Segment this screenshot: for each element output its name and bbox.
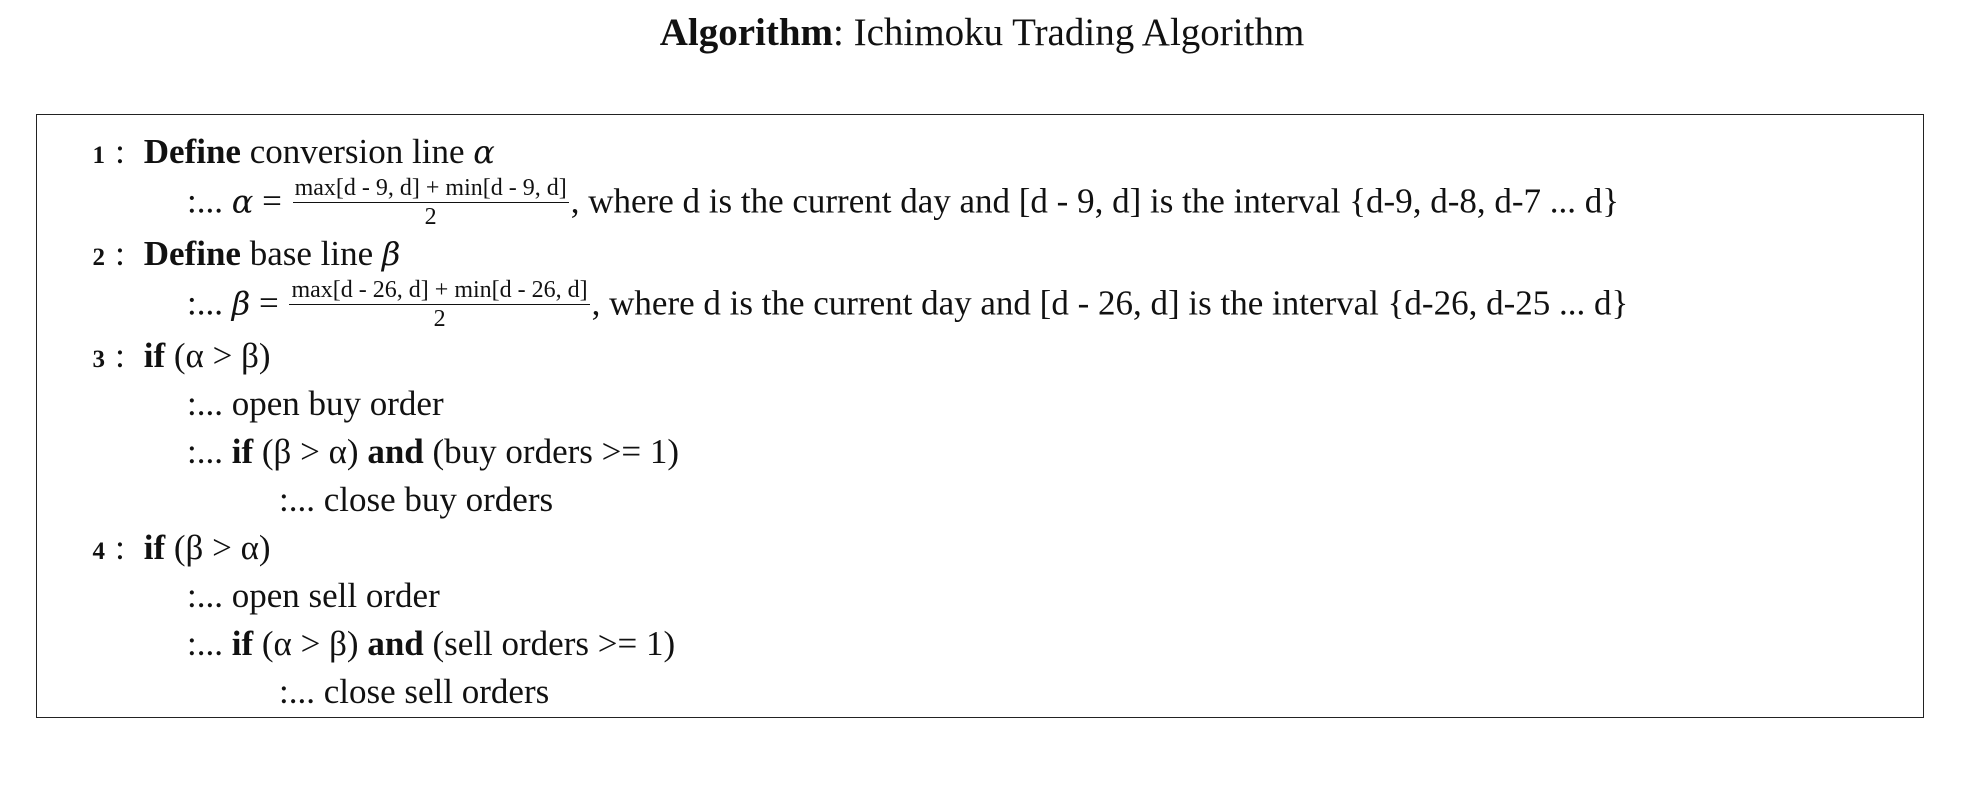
step-colon: :	[115, 336, 125, 375]
formula-symbol: α	[231, 182, 254, 221]
step-keyword: if	[143, 336, 166, 375]
action-prefix: :...	[187, 576, 223, 615]
algorithm-box	[36, 114, 1924, 718]
fraction-denominator: 2	[433, 306, 446, 332]
nested-condition: (α > β)	[261, 624, 359, 663]
formula-symbol: β	[231, 284, 251, 323]
fraction-denominator: 2	[424, 204, 437, 230]
fraction-numerator: max[d - 9, d] + min[d - 9, d]	[294, 175, 567, 201]
step-3-nested-if	[37, 429, 679, 475]
formula-fraction	[293, 175, 569, 230]
step-number: 4	[92, 538, 105, 565]
step-keyword: Define	[143, 234, 241, 273]
step-1-formula	[37, 177, 1619, 232]
action-text: close sell orders	[323, 672, 550, 711]
action-prefix: :...	[279, 672, 315, 711]
action-prefix: :...	[187, 384, 223, 423]
title-bold: Algorithm	[659, 11, 834, 54]
nested-condition-2: (buy orders >= 1)	[432, 432, 680, 471]
nested-if-keyword: if	[231, 624, 254, 663]
step-text: base line	[249, 234, 374, 273]
step-3-action	[37, 381, 444, 427]
and-keyword: and	[367, 624, 424, 663]
formula-equals: =	[258, 283, 279, 323]
step-colon: :	[115, 528, 125, 567]
algorithm-title	[0, 8, 1964, 58]
fraction-numerator: max[d - 26, d] + min[d - 26, d]	[291, 277, 588, 303]
title-rest: : Ichimoku Trading Algorithm	[833, 11, 1305, 54]
step-number: 2	[92, 244, 105, 271]
step-condition: (α > β)	[173, 336, 271, 375]
formula-fraction	[289, 277, 589, 332]
step-4-line	[37, 525, 271, 575]
nested-if-keyword: if	[231, 432, 254, 471]
step-text: conversion line	[249, 132, 465, 171]
action-text: open buy order	[231, 384, 444, 423]
action-prefix: :...	[187, 624, 223, 663]
nested-condition: (β > α)	[261, 432, 359, 471]
step-4-nested-if	[37, 621, 675, 667]
formula-equals: =	[262, 181, 282, 221]
formula-prefix: :...	[187, 283, 223, 323]
step-1-line	[37, 129, 495, 179]
step-colon: :	[115, 132, 125, 171]
step-4-nested-action	[37, 669, 549, 715]
step-3-nested-action	[37, 477, 553, 523]
and-keyword: and	[367, 432, 424, 471]
action-text: open sell order	[231, 576, 440, 615]
step-keyword: if	[143, 528, 166, 567]
action-text: close buy orders	[323, 480, 554, 519]
step-3-line	[37, 333, 271, 383]
step-number: 1	[92, 142, 105, 169]
step-4-action	[37, 573, 440, 619]
step-2-line	[37, 231, 400, 281]
nested-condition-2: (sell orders >= 1)	[432, 624, 676, 663]
step-2-formula	[37, 279, 1628, 334]
action-prefix: :...	[187, 432, 223, 471]
action-prefix: :...	[279, 480, 315, 519]
formula-prefix: :...	[187, 181, 223, 221]
step-number: 3	[92, 346, 105, 373]
step-keyword: Define	[143, 132, 241, 171]
formula-suffix: , where d is the current day and [d - 26, d] is the interval {d-26, d-25 ... d}	[591, 283, 1629, 323]
step-condition: (β > α)	[173, 528, 271, 567]
step-colon: :	[115, 234, 125, 273]
step-symbol: β	[381, 235, 401, 273]
formula-suffix: , where d is the current day and [d - 9, d] is the interval {d-9, d-8, d-7 ... d}	[570, 181, 1620, 221]
step-symbol: α	[473, 133, 495, 171]
